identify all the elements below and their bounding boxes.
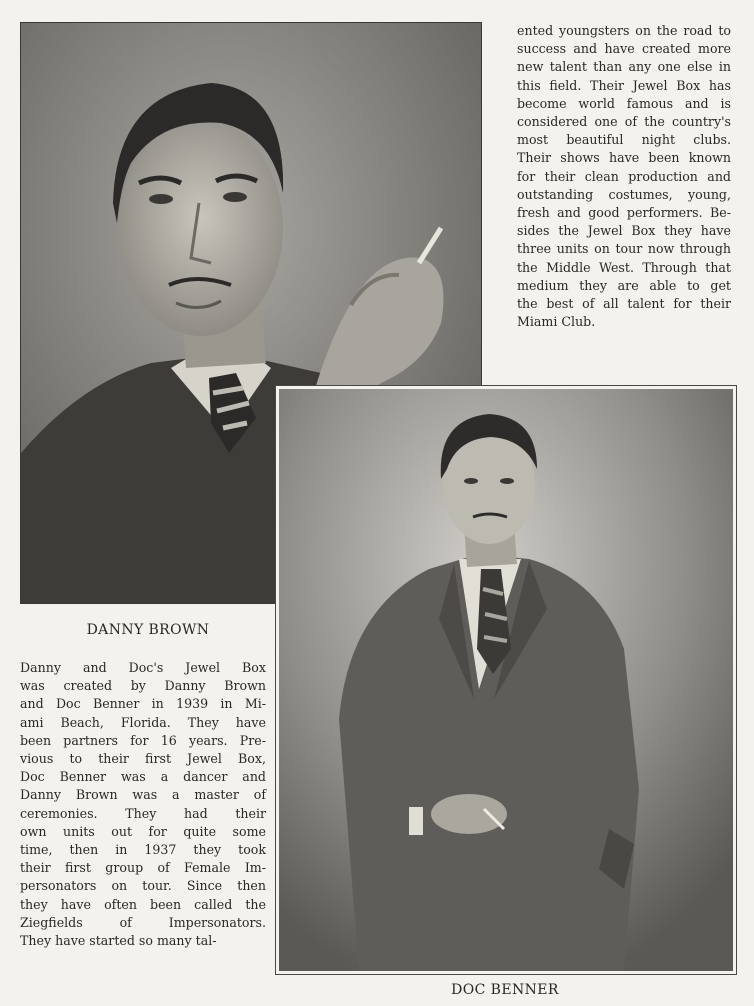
text-line: fresh and good performers. Be- bbox=[517, 205, 731, 221]
text-line: personators on tour. Since then bbox=[20, 878, 266, 894]
text-line: they have often been called the bbox=[20, 896, 266, 912]
text-line: Danny and Doc's Jewel Box bbox=[20, 660, 266, 675]
doc-benner-caption: DOC BENNER bbox=[451, 982, 559, 998]
text-line: Doc Benner was a dancer and bbox=[20, 769, 266, 785]
text-line: They have started so many tal- bbox=[20, 933, 217, 949]
text-line: most beautiful night clubs. bbox=[517, 132, 731, 148]
text-line: time, then in 1937 they took bbox=[20, 842, 266, 858]
text-line: this field. Their Jewel Box has bbox=[517, 77, 731, 93]
text-line: Their shows have been known bbox=[517, 150, 731, 166]
doc-benner-photo bbox=[276, 386, 736, 974]
text-line: been partners for 16 years. Pre- bbox=[20, 732, 266, 748]
danny-brown-caption: DANNY BROWN bbox=[86, 622, 210, 638]
text-line: new talent than any one else in bbox=[517, 59, 731, 75]
text-line: ceremonies. They had their bbox=[20, 805, 266, 821]
article-text-intro bbox=[20, 659, 266, 950]
text-line: and Doc Benner in 1939 in Mi- bbox=[20, 696, 266, 712]
text-line: ented youngsters on the road to bbox=[517, 23, 731, 38]
text-line: Ziegfields of Impersonators. bbox=[20, 914, 266, 930]
text-line: vious to their first Jewel Box, bbox=[20, 751, 266, 767]
text-line: own units out for quite some bbox=[20, 823, 266, 839]
text-line: become world famous and is bbox=[517, 95, 731, 111]
text-line: for their clean production and bbox=[517, 168, 731, 184]
text-line: Miami Club. bbox=[517, 314, 596, 330]
text-line: the best of all talent for their bbox=[517, 296, 731, 312]
text-line: ami Beach, Florida. They have bbox=[20, 714, 266, 730]
text-line: sides the Jewel Box they have bbox=[517, 223, 731, 239]
article-text-continued bbox=[517, 22, 731, 331]
text-line: considered one of the country's bbox=[517, 114, 731, 130]
text-line: the Middle West. Through that bbox=[517, 259, 731, 275]
text-line: was created by Danny Brown bbox=[20, 678, 266, 694]
text-line: medium they are able to get bbox=[517, 277, 731, 293]
text-line: outstanding costumes, young, bbox=[517, 186, 731, 202]
text-line: their first group of Female Im- bbox=[20, 860, 266, 876]
text-line: success and have created more bbox=[517, 41, 731, 57]
text-line: Danny Brown was a master of bbox=[20, 787, 266, 803]
text-line: three units on tour now through bbox=[517, 241, 731, 257]
